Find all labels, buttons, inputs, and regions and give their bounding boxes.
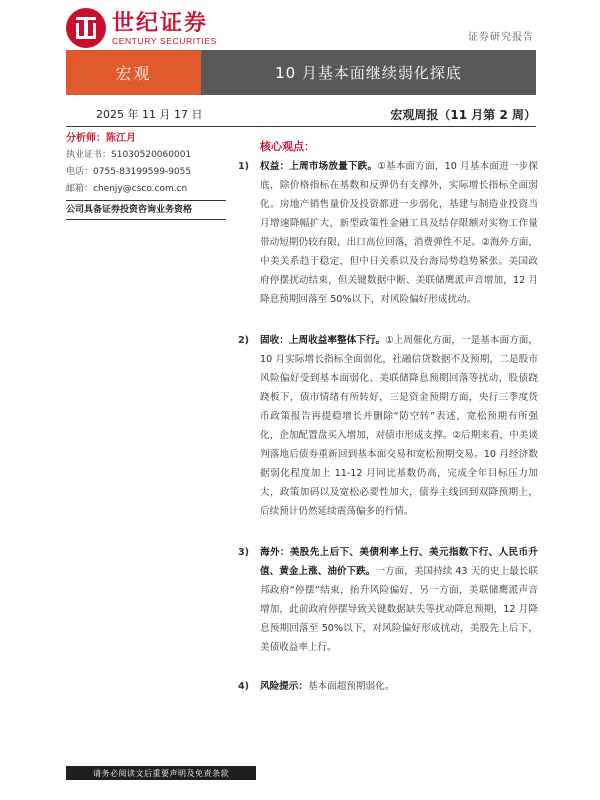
- category-label: 宏观: [66, 50, 201, 95]
- item-lead: 风险提示：: [260, 681, 308, 692]
- item-text: ①基本面方面，10 月基本面进一步探底，除价格指标在基数和反弹仍有支撑外，实际增长指标全面弱化。房地产销售量价及投资都进一步弱化，基建与制造业投资当月增速降幅扩大，新型政策性金融工具及结存限额对实物工作量带动短期仍较有限，出口高位回落，消费弹性不足。②海外方面，中美关系趋于稳定，但中日关系以及台海局势趋势紧张。美国政府停摆扰动结束，但关键数据中断、美联储鹰派声音增加，12 月降息预期回落至 50%以下，对风险偏好形成扰动。: [260, 161, 539, 305]
- item-number: 2): [238, 335, 250, 346]
- company-logo: [66, 8, 217, 48]
- report-title: 10 月基本面继续弱化探底: [201, 50, 536, 95]
- item-lead: 权益：上周市场放量下跌。: [260, 161, 378, 172]
- email-label: 邮箱：: [66, 184, 94, 194]
- core-item-equity: [238, 157, 538, 309]
- phone-number: 0755-83199599-9055: [93, 167, 192, 177]
- report-type-label: 证券研究报告: [468, 32, 534, 43]
- item-number: 1): [238, 161, 250, 172]
- item-number: 4): [238, 681, 250, 692]
- core-item-risk: [238, 677, 538, 696]
- core-item-overseas: [238, 543, 538, 657]
- report-date: 2025 年 11 月 17 日: [96, 108, 203, 121]
- qualification-note: 公司具备证券投资咨询业务资格: [66, 200, 226, 220]
- item-text: 一方面，美国持续 43 天的史上最长联邦政府“停摆”结束，抬升风险偏好，另一方面，美联储鹰派声音增加，此前政府停摆导致关键数据缺失等扰动降息预期，12 月降息预期回落至 50%以下，对风险偏好形成扰动，美股先上后下，美债收益率上行。: [260, 566, 538, 653]
- logo-chinese-name: 世纪证券: [112, 10, 209, 36]
- date-row: [66, 103, 536, 125]
- core-views-heading: 核心观点：: [260, 140, 315, 153]
- item-text: ①上周催化方面，一是基本面方面，10 月实际增长指标全面弱化，社融信贷数据不及预期，二是股市风险偏好受到基本面弱化、美联储降息预期回落等扰动，股债跷跷板下，债市情绪有所转好，三是资金预期方面，央行三季度货币政策报告再提稳增长并删除“防空转”表述，宽松预期有所强化，企加配置盘买入增加，对债市形成支撑。②后期来看，中美谈判落地后债券重新回到基本面交易和宽松预期交易。10 月经济数据弱化程度加上 11-12 月同比基数仍高，完成全年目标压力加大，政策加码以及宽松必要性加大，债券主线回到双降预期上，后续预计仍然延续震荡偏多的行情。: [260, 335, 538, 517]
- cert-label: 执业证书：: [66, 150, 112, 160]
- core-views-section: [238, 139, 538, 696]
- analyst-cert: [66, 147, 226, 164]
- item-number: 3): [238, 547, 250, 558]
- analyst-panel: [66, 131, 226, 220]
- analyst-name: 分析师：陈江月: [66, 133, 136, 144]
- item-lead: 海外：美股先上后下、美债利率上行、美元指数下行、人民币升值、黄金上涨、油价下跌。: [260, 547, 538, 577]
- email-address[interactable]: chenjy@csco.com.cn: [93, 184, 188, 194]
- cert-number: S1030520060001: [111, 150, 192, 160]
- disclaimer-footer: 请务必阅读文后重要声明及免责条款: [66, 766, 256, 780]
- analyst-email: [66, 181, 226, 198]
- analyst-phone: [66, 164, 226, 181]
- phone-label: 电话：: [66, 167, 94, 177]
- divider: [66, 126, 536, 127]
- item-text: 基本面超预期弱化。: [307, 681, 395, 692]
- item-lead: 固收：上周收益率整体下行。: [260, 335, 386, 346]
- core-item-fixed-income: [238, 331, 538, 521]
- century-logo-icon: [66, 8, 106, 48]
- title-banner: [66, 50, 536, 95]
- report-series-name: 宏观周报（11 月第 2 周）: [390, 107, 536, 122]
- logo-english-name: CENTURY SECURITIES: [112, 36, 217, 46]
